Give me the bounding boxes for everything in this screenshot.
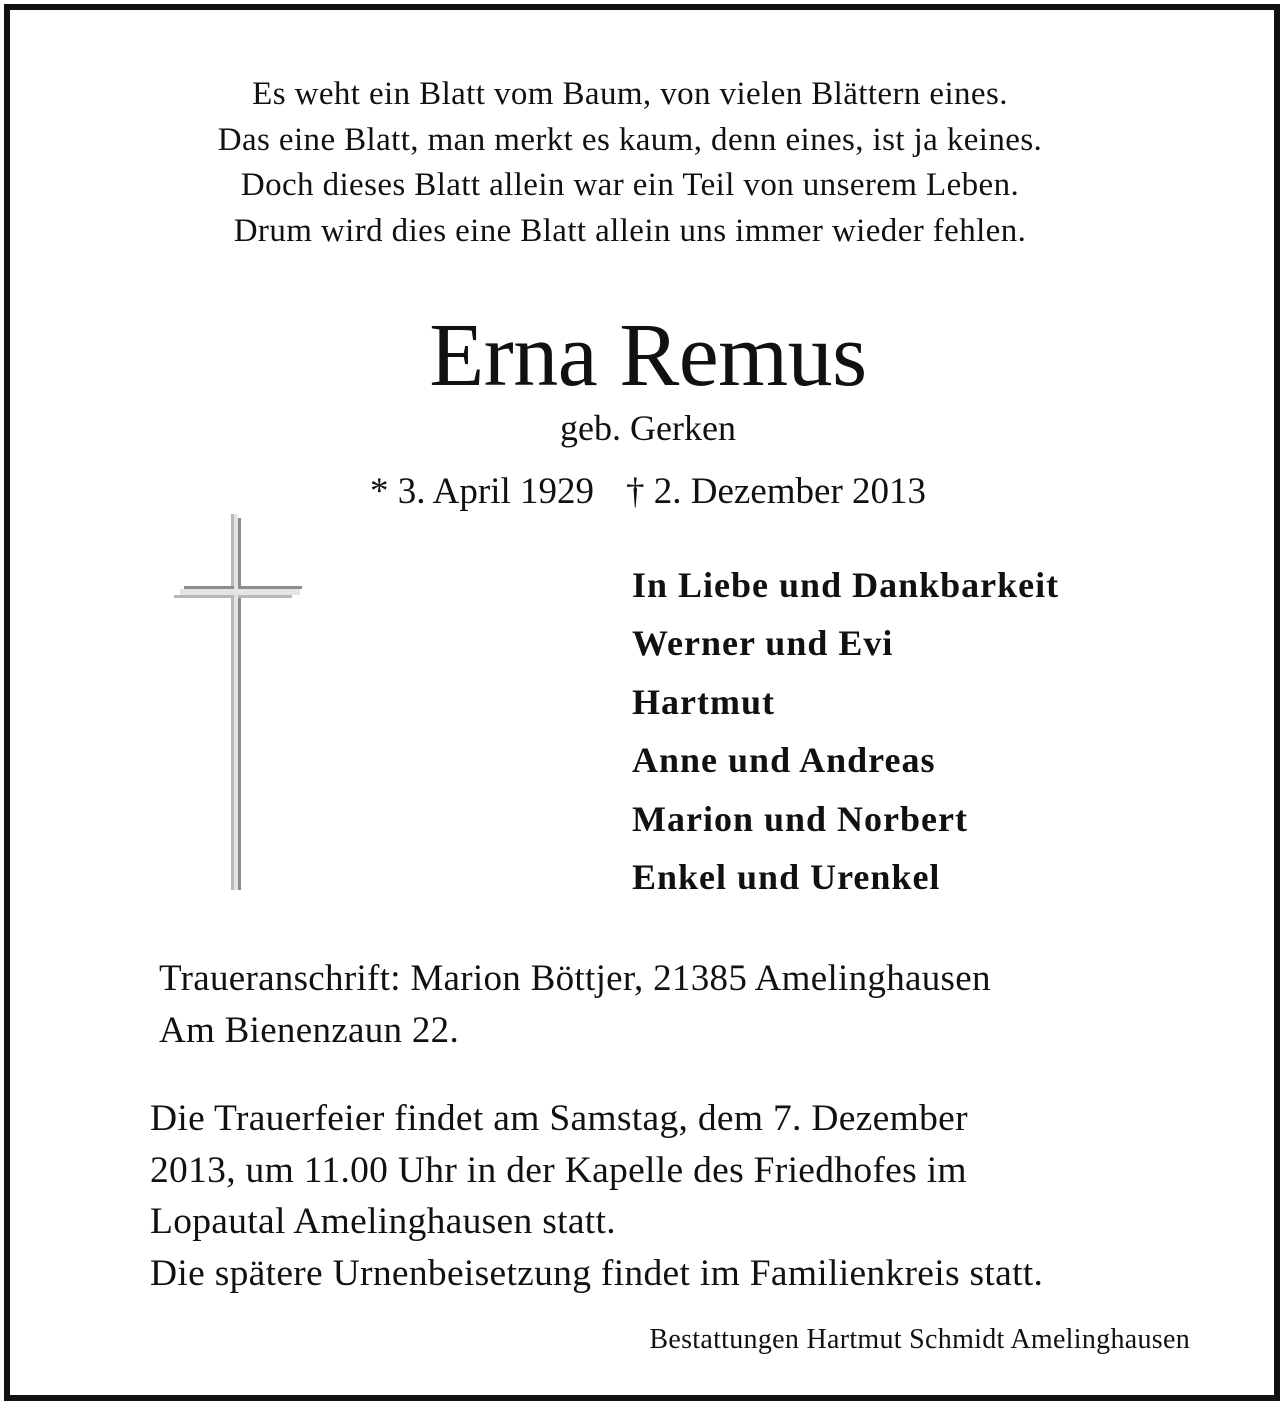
address-line: Traueranschrift: Marion Böttjer, 21385 Amelinghausen xyxy=(159,958,991,999)
death-date: † 2. Dezember 2013 xyxy=(626,471,927,512)
mourners-list xyxy=(632,556,1059,906)
life-dates xyxy=(10,469,1280,515)
cross-icon xyxy=(170,510,310,900)
mourner-line: Anne und Andreas xyxy=(632,740,936,781)
poem xyxy=(10,72,1250,254)
deceased-name: Erna Remus xyxy=(429,306,867,405)
funeral-service-notice xyxy=(150,1093,1043,1299)
mourner-line: Werner und Evi xyxy=(632,623,894,664)
service-line: 2013, um 11.00 Uhr in der Kapelle des Friedhofes im xyxy=(150,1149,967,1191)
birth-date: * 3. April 1929 xyxy=(369,471,595,512)
obituary-frame xyxy=(4,4,1280,1401)
poem-line: Es weht ein Blatt vom Baum, von vielen Blättern eines. xyxy=(252,76,1008,112)
mourner-line: Enkel und Urenkel xyxy=(632,857,941,898)
poem-line: Das eine Blatt, man merkt es kaum, denn eines, ist ja keines. xyxy=(217,121,1043,158)
service-line: Die Trauerfeier findet am Samstag, dem 7. Dezember xyxy=(150,1098,968,1139)
mourning-address xyxy=(159,953,991,1057)
maiden-name: geb. Gerken xyxy=(560,408,736,448)
mourner-line: Marion und Norbert xyxy=(632,798,968,839)
poem-line: Drum wird dies eine Blatt allein uns immer wieder fehlen. xyxy=(233,212,1027,249)
address-line: Am Bienenzaun 22. xyxy=(159,1010,459,1051)
service-line: Lopautal Amelinghausen statt. xyxy=(150,1201,616,1242)
mourner-line: In Liebe und Dankbarkeit xyxy=(632,565,1060,605)
undertaker-credit: Bestattungen Hartmut Schmidt Amelinghausen xyxy=(649,1324,1190,1355)
poem-line: Doch dieses Blatt allein war ein Teil von unserem Leben. xyxy=(240,167,1020,203)
mourner-line: Hartmut xyxy=(632,681,775,722)
service-line: Die spätere Urnenbeisetzung findet im Familienkreis statt. xyxy=(150,1252,1044,1294)
